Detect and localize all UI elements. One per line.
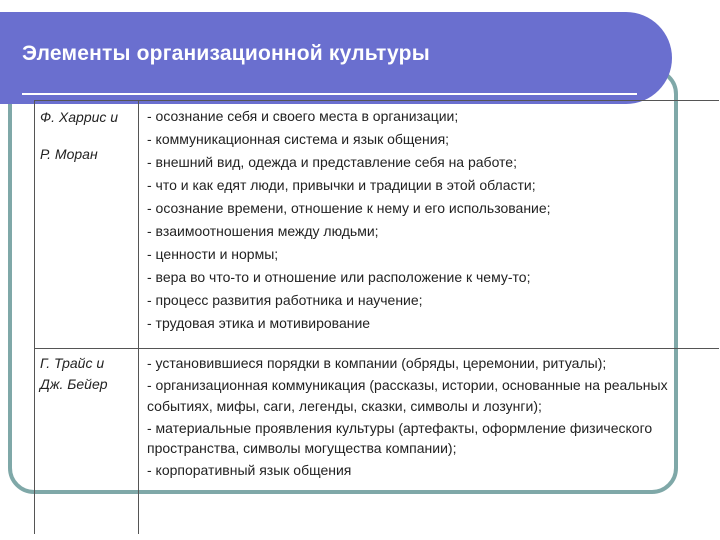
table-row-divider bbox=[34, 348, 719, 349]
trice-beyer-elements-list bbox=[147, 353, 712, 483]
list-item: - что и как едят люди, привычки и традиции в этой области; bbox=[147, 177, 536, 193]
list-item: - процесс развития работника и научение; bbox=[147, 292, 423, 308]
harris-moran-elements-list bbox=[147, 105, 712, 335]
list-item: - коммуникационная система и язык общения; bbox=[147, 131, 450, 147]
list-item: - осознание себя и своего места в организации; bbox=[147, 108, 459, 124]
list-item: - организационная коммуникация (рассказы, истории, основанные на реальных событиях, мифы, саги, легенды, сказки, символы и лозунги); bbox=[147, 377, 668, 414]
list-item: - установившиеся порядки в компании (обряды, церемонии, ритуалы); bbox=[147, 355, 607, 371]
author-moran: Р. Моран bbox=[40, 146, 98, 162]
list-item: - ценности и нормы; bbox=[147, 246, 279, 262]
author-trice: Г. Трайс и bbox=[40, 355, 105, 371]
table-column-divider bbox=[138, 100, 139, 534]
list-item: - материальные проявления культуры (артефакты, оформление физического пространства, символы могущества компании); bbox=[147, 419, 653, 457]
author-harris: Ф. Харрис и bbox=[40, 109, 119, 125]
list-item: - взаимоотношения между людьми; bbox=[147, 223, 379, 239]
list-item: - корпоративный язык общения bbox=[147, 462, 352, 479]
list-item: - внешний вид, одежда и представление себя на работе; bbox=[147, 154, 517, 170]
author-beyer: Дж. Бейер bbox=[40, 376, 108, 392]
title-underline bbox=[22, 93, 637, 95]
list-item: - трудовая этика и мотивирование bbox=[147, 315, 371, 331]
slide-title: Элементы организационной культуры bbox=[22, 42, 430, 65]
list-item: - осознание времени, отношение к нему и его использование; bbox=[147, 200, 551, 216]
list-item: - вера во что-то и отношение или расположение к чему-то; bbox=[147, 269, 531, 285]
